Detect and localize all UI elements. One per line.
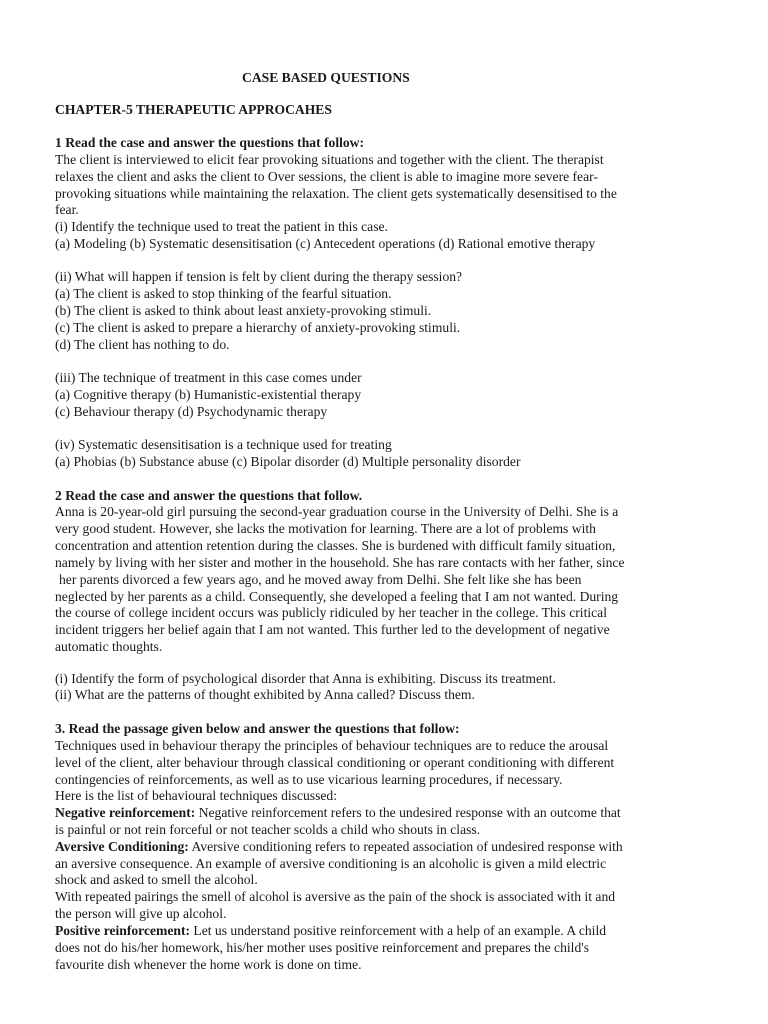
q3-intro-line: Techniques used in behaviour therapy the principles of behaviour techniques are to reduce the arousal (55, 738, 609, 753)
q3-repeated-pairings-cont: the person will give up alcohol. (55, 906, 227, 921)
q1-ii-option-a: (a) The client is asked to stop thinking of the fearful situation. (55, 286, 392, 301)
q1-i-question: (i) Identify the technique used to treat the patient in this case. (55, 219, 388, 234)
q1-iv-question: (iv) Systematic desensitisation is a technique used for treating (55, 437, 392, 452)
q3-aversive-conditioning-cont: an aversive consequence. An example of aversive conditioning is an alcoholic is given a mild electric (55, 856, 607, 871)
q1-ii-question: (ii) What will happen if tension is felt by client during the therapy session? (55, 269, 463, 284)
q1-iii-options-ab: (a) Cognitive therapy (b) Humanistic-existential therapy (55, 387, 362, 402)
q1-case-line: fear. (55, 202, 79, 217)
q2-case-line: automatic thoughts. (55, 639, 163, 654)
q3-aversive-conditioning (55, 838, 623, 855)
q2-case-line: neglected by her parents as a child. Consequently, she developed a feeling that I am not wanted. During (55, 589, 619, 604)
positive-reinforcement-label: Positive reinforcement: (55, 923, 191, 938)
negative-reinforcement-label: Negative reinforcement: (55, 805, 196, 820)
page-title: CASE BASED QUESTIONS (242, 70, 410, 85)
q3-intro-line: level of the client, alter behaviour through classical conditioning or operant conditioning with different (55, 755, 615, 770)
q1-iii-options-cd: (c) Behaviour therapy (d) Psychodynamic therapy (55, 404, 328, 419)
negative-reinforcement-text: Negative reinforcement refers to the undesired response with an outcome that (195, 805, 621, 820)
q1-iii-question: (iii) The technique of treatment in this case comes under (55, 370, 362, 385)
q3-intro-line: Here is the list of behavioural techniques discussed: (55, 788, 337, 803)
q3-negative-reinforcement-cont: is painful or not rein forceful or not teacher scolds a child who shouts in class. (55, 822, 481, 837)
q1-case-line: The client is interviewed to elicit fear provoking situations and together with the client. The therapist (55, 152, 604, 167)
q2-ii-question: (ii) What are the patterns of thought exhibited by Anna called? Discuss them. (55, 687, 475, 702)
q1-case-line: provoking situations while maintaining the relaxation. The client gets systematically desensitised to the (55, 186, 617, 201)
q3-intro-line: contingencies of reinforcements, as well as to use vicarious learning procedures, if necessary. (55, 772, 563, 787)
q2-case-line: her parents divorced a few years ago, and he moved away from Delhi. She felt like she has been (59, 572, 582, 587)
q1-heading: 1 Read the case and answer the questions that follow: (55, 135, 365, 150)
q3-repeated-pairings: With repeated pairings the smell of alcohol is aversive as the pain of the shock is associated with it and (55, 889, 616, 904)
q2-i-question: (i) Identify the form of psychological disorder that Anna is exhibiting. Discuss its treatment. (55, 671, 556, 686)
chapter-heading: CHAPTER-5 THERAPEUTIC APPROCAHES (55, 102, 332, 117)
q2-case-line: the course of college incident occurs was publicly ridiculed by her teacher in the college. This critical (55, 605, 607, 620)
aversive-conditioning-label: Aversive Conditioning: (55, 839, 189, 854)
q3-positive-reinforcement-cont: favourite dish whenever the home work is done on time. (55, 957, 362, 972)
q1-ii-option-c: (c) The client is asked to prepare a hierarchy of anxiety-provoking stimuli. (55, 320, 461, 335)
q3-positive-reinforcement-cont: does not do his/her homework, his/her mother uses positive reinforcement and prepares the child's (55, 940, 589, 955)
q1-case-line: relaxes the client and asks the client to Over sessions, the client is able to imagine more severe fear- (55, 169, 598, 184)
q2-heading: 2 Read the case and answer the questions that follow. (55, 488, 363, 503)
q3-heading: 3. Read the passage given below and answer the questions that follow: (55, 721, 460, 736)
positive-reinforcement-text: Let us understand positive reinforcement with a help of an example. A child (190, 923, 607, 938)
q1-ii-option-d: (d) The client has nothing to do. (55, 337, 230, 352)
q2-case-line: namely by living with her sister and mother in the household. She has rare contacts with her father, since (55, 555, 625, 570)
q1-ii-option-b: (b) The client is asked to think about least anxiety-provoking stimuli. (55, 303, 432, 318)
q1-i-options: (a) Modeling (b) Systematic desensitisation (c) Antecedent operations (d) Rational emotive therapy (55, 236, 596, 251)
q3-negative-reinforcement (55, 804, 621, 821)
q2-case-line: very good student. However, she lacks the motivation for learning. There are a lot of problems with (55, 521, 596, 536)
q2-case-line: incident triggers her belief again that I am not wanted. This further led to the development of negative (55, 622, 610, 637)
q3-positive-reinforcement (55, 922, 606, 939)
q1-iv-options: (a) Phobias (b) Substance abuse (c) Bipolar disorder (d) Multiple personality disorder (55, 454, 521, 469)
q2-case-line: Anna is 20-year-old girl pursuing the second-year graduation course in the University of Delhi. She is a (55, 504, 619, 519)
aversive-conditioning-text: Aversive conditioning refers to repeated association of undesired response with (188, 839, 623, 854)
q2-case-line: concentration and attention retention during the classes. She is burdened with difficult family situation, (55, 538, 616, 553)
q3-aversive-conditioning-cont: shock and asked to smell the alcohol. (55, 872, 258, 887)
